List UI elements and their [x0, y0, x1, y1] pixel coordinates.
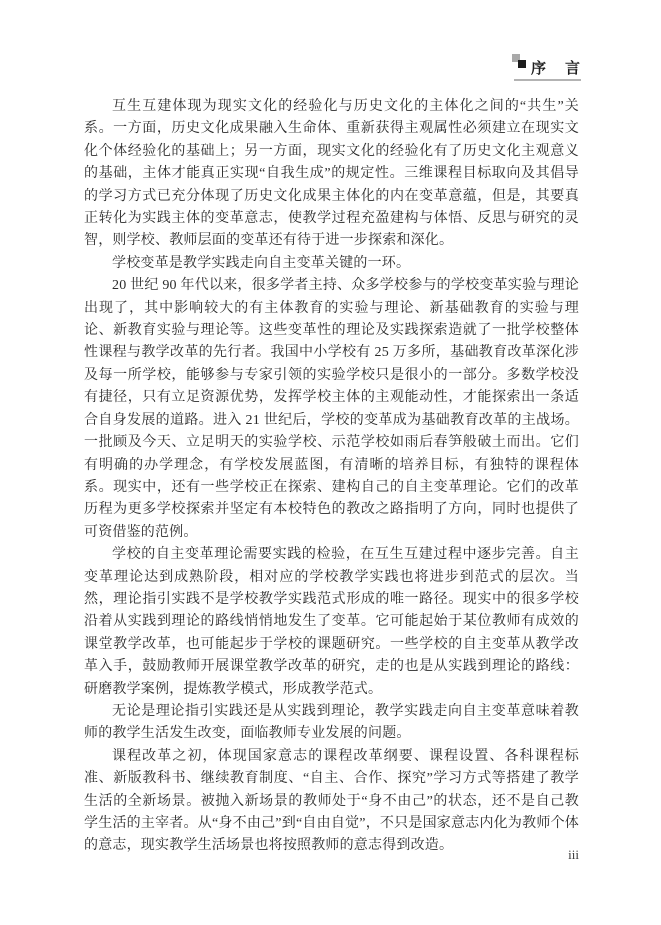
- paragraph: 20 世纪 90 年代以来，很多学者主持、众多学校参与的学校变革实验与理论出现了，其中影响较大的有主体教育的实验与理论、新基础教育的实验与理论、新教育实验与理论等。这些变革性的理论及实践探索造就了一批学校整体性课程与教学改革的先行者。我国中小学校有 25 万多所，基础教育改革深化涉及每一所学校，能够参与专家引领的实验学校只是很小的一部分。多数学校没有捷径，只有立足资源优势，发挥学校主体的主观能动性，才能探索出一条适合自身发展的道路。进入 21 世纪后，学校的变革成为基础教育改革的主战场。一批顾及今天、立足明天的实验学校、示范学校如雨后春笋般破土而出。它们有明确的办学理念，有学校发展蓝图，有清晰的培养目标，有独特的课程体系。现实中，还有一些学校正在探索、建构自己的自主变革理论。它们的改革历程为更多学校探索并坚定有本校特色的教改之路指明了方向，同时也提供了可资借鉴的范例。: [84, 278, 579, 540]
- paragraph: 课程改革之初，体现国家意志的课程改革纲要、课程设置、各科课程标准、新版教科书、继续教育制度、“自主、合作、探究”学习方式等搭建了教学生活的全新场景。被抛入新场景的教师处于“身不由己”的状态，还不是自己教学生活的主宰者。从“身不由己”到“自由自觉”，不只是国家意志内化为教师个体的意志，现实教学生活场景也将按照教师的意志得到改造。: [84, 748, 579, 854]
- chapter-title-char-2: 言: [565, 61, 581, 77]
- paragraph: 互生互建体现为现实文化的经验化与历史文化的主体化之间的“共生”关系。一方面，历史文化成果融入生命体、重新获得主观属性必须建立在现实文化个体经验化的基础上；另一方面，现实文化的经验化有了历史文化主观意义的基础，主体才能真正实现“自我生成”的规定性。三维课程目标取向及其倡导的学习方式已充分体现了历史文化成果主体化的内在变革意蕴，但是，其要真正转化为实践主体的变革意志，使教学过程充盈建构与体悟、反思与研究的灵智，则学校、教师层面的变革还有待于进一步探索和深化。: [84, 99, 579, 249]
- paragraph: 学校的自主变革理论需要实践的检验，在互生互建过程中逐步完善。自主变革理论达到成熟阶段，相对应的学校教学实践也将进步到范式的层次。当然，理论指引实践不是学校教学实践范式形成的唯一路径。现实中的很多学校沿着从实践到理论的路线悄悄地发生了变革。它可能起始于某位教师有成效的课堂教学改革，也可能起步于学校的课题研究。一些学校的自主变革从教学改革入手，鼓励教师开展课堂教学改革的研究，走的也是从实践到理论的路线：研磨教学案例，提炼教学模式，形成教学范式。: [84, 547, 579, 697]
- running-head: [0, 50, 581, 84]
- page-number: iii: [568, 847, 579, 862]
- running-head-underline: [514, 79, 581, 81]
- chapter-title-char-1: 序: [531, 61, 547, 77]
- body-text: [84, 96, 579, 858]
- decor-square-black-icon: [518, 60, 526, 68]
- chapter-title: [531, 57, 580, 78]
- paragraph: 学校变革是教学实践走向自主变革关键的一环。: [112, 255, 411, 271]
- paragraph: 无论是理论指引实践还是从实践到理论，教学实践走向自主变革意味着教师的教学生活发生改变，面临教师专业发展的问题。: [84, 703, 579, 742]
